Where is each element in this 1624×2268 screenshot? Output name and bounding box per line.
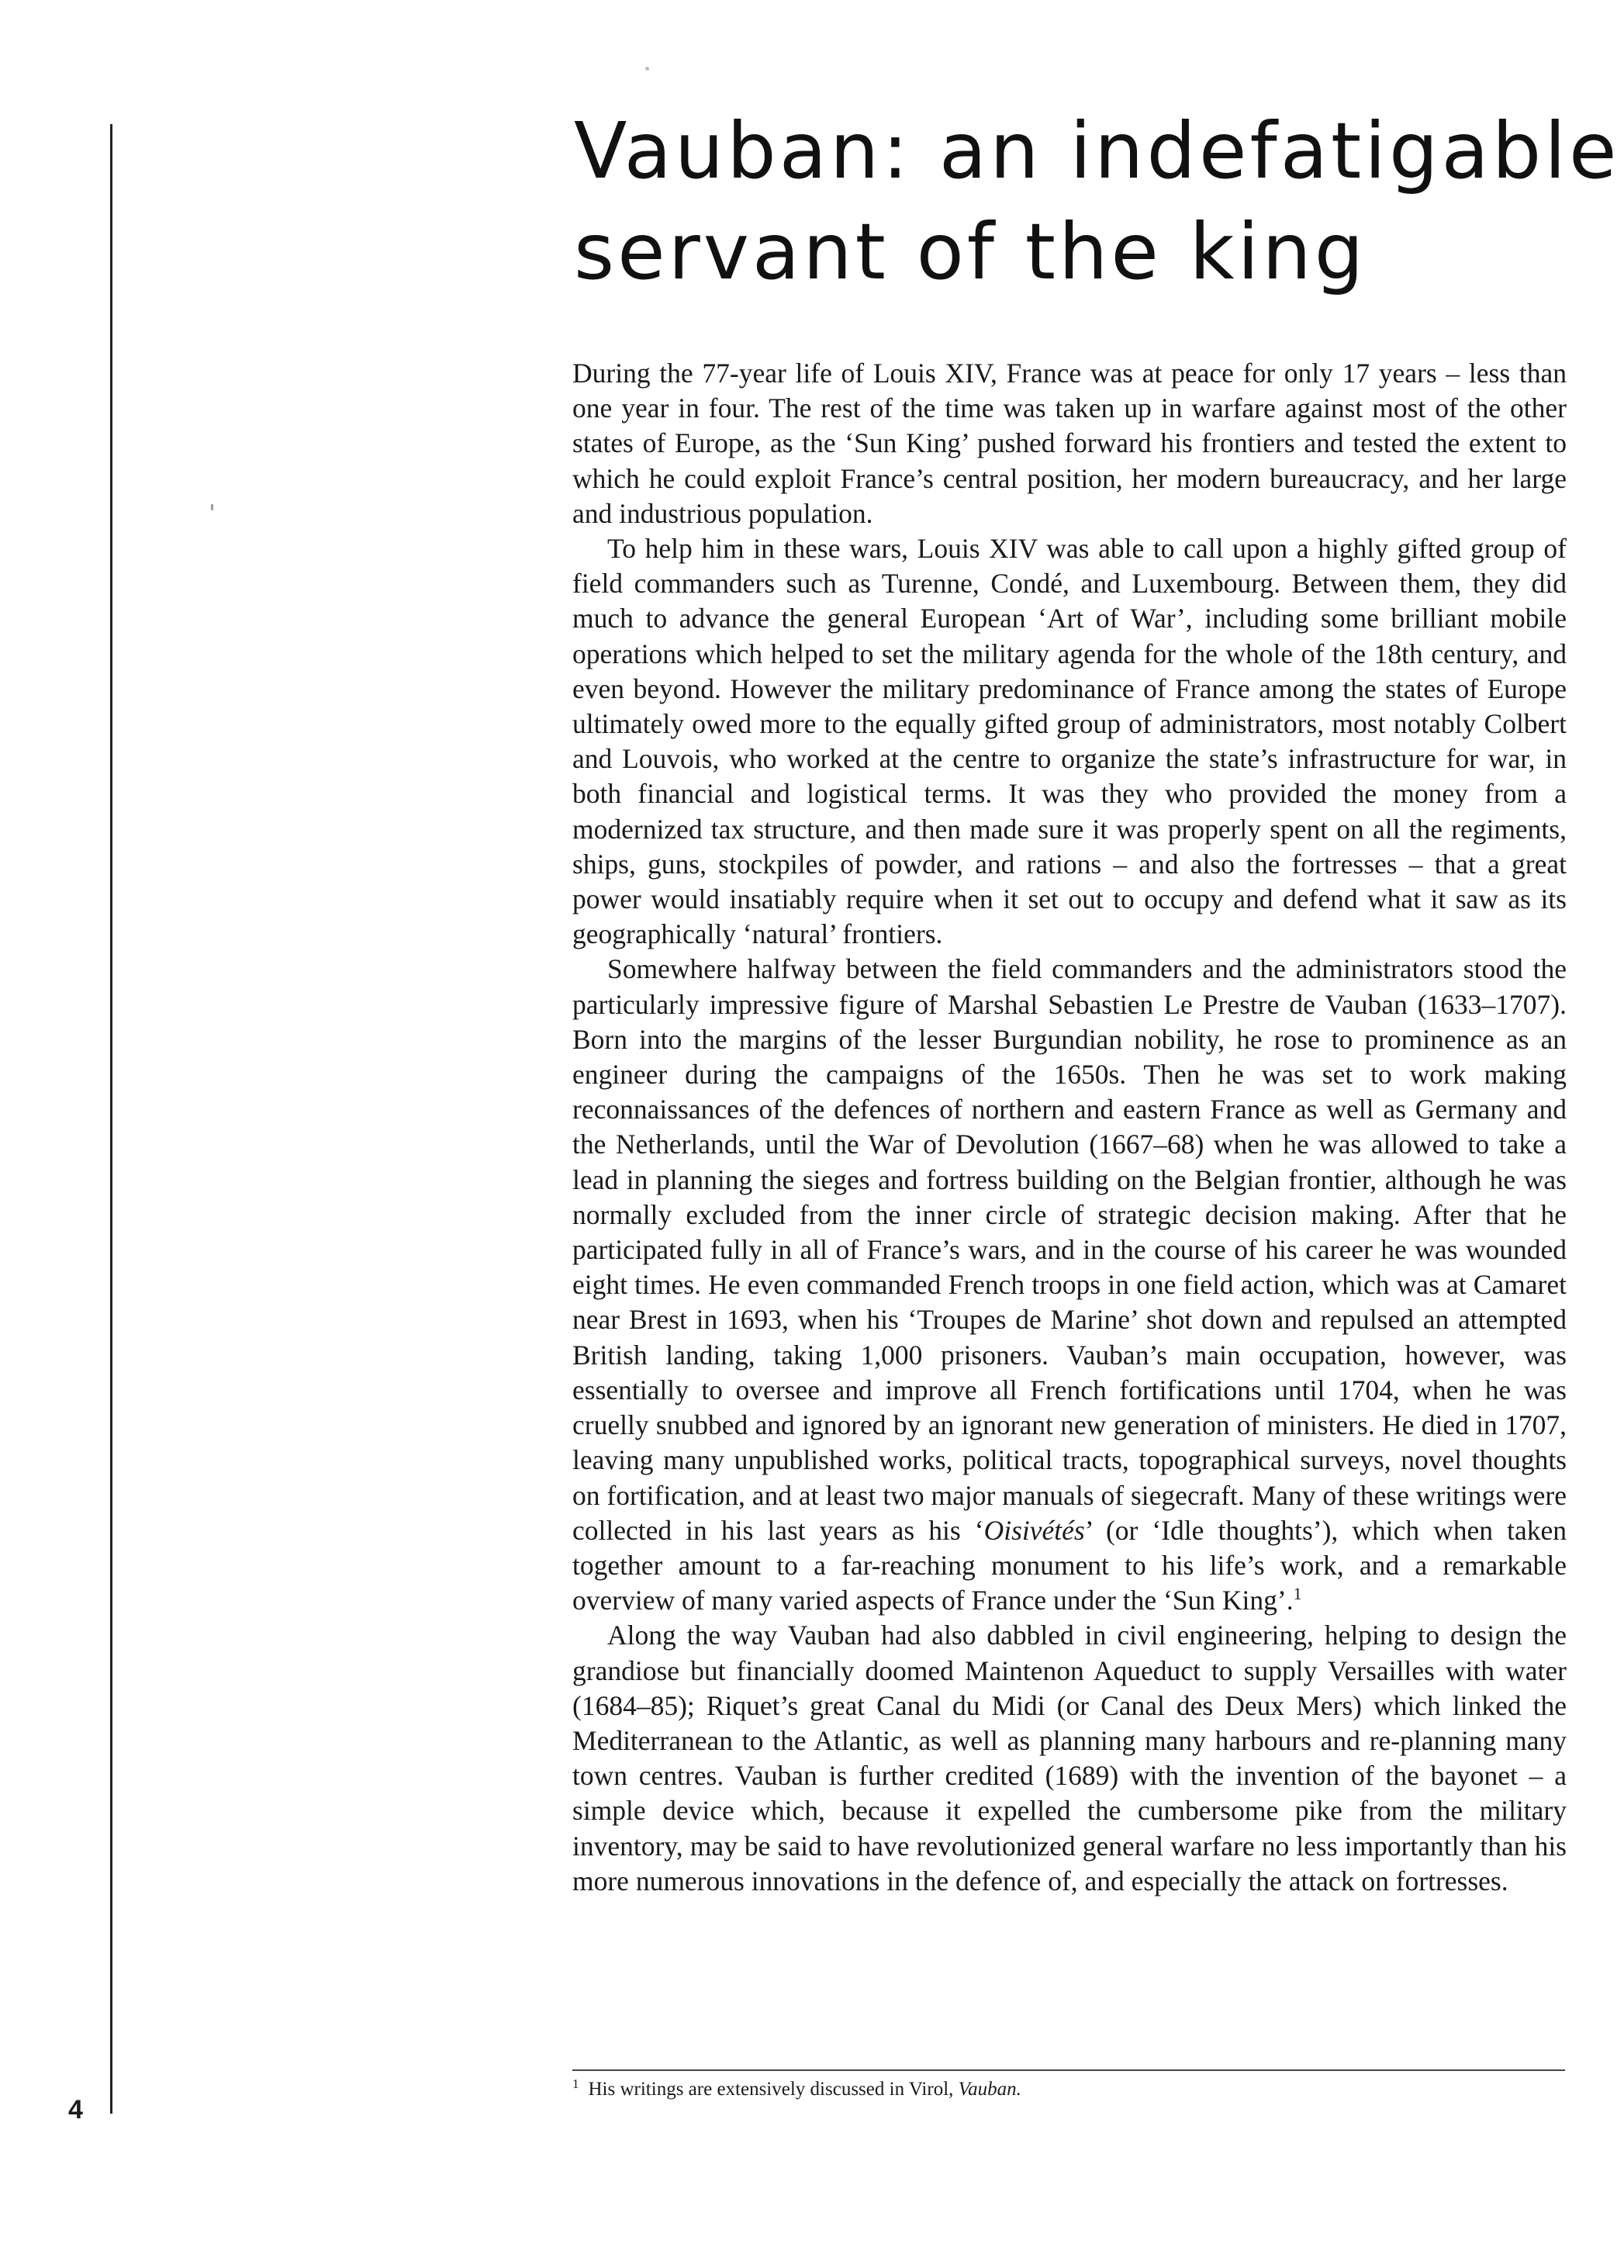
paragraph-3-text-a: Somewhere halfway between the field commanders and the administrators stood the particularly impressive figure of Marshal Sebastien Le Prestre de Vauban (1633–1707). Born into the margins of the lesser Burgundian nobility, he rose to prominence as an engineer during the campaigns of the 1650s. Then he was set to work making reconnaissances of the defences of northern and eastern France as well as Germany and the Netherlands, until the War of Devolution (1667–68) when he was allowed to take a lead in planning the sieges and fortress building on the Belgian frontier, although he was normally excluded from the inner circle of strategic decision making. After that he participated fully in all of France’s wars, and in the course of his career he was wounded eight times. He even commanded French troops in one field action, which was at Camaret near Brest in 1693, when his ‘Troupes de Marine’ shot down and repulsed an attempted British landing, taking 1,000 prisoners. Vauban’s main occupation, however, was essentially to oversee and improve all French fortifications until 1704, when he was cruelly snubbed and ignored by an ignorant new generation of ministers. He died in 1707, leaving many unpublished works, political tracts, topographical surveys, novel thoughts on fortification, and at least two major manuals of siegecraft. Many of these writings were collected in his last years as his ‘ (572, 953, 1567, 1546)
scan-speck (645, 67, 649, 71)
margin-rule (110, 124, 112, 2114)
footnote-rule (572, 2069, 1565, 2071)
footnote-text: His writings are extensively discussed in Virol, (588, 2079, 959, 2100)
footnote-italic: Vauban. (958, 2079, 1021, 2100)
scan-speck (211, 504, 213, 510)
title-line-1: Vauban: an indefatigable (574, 105, 1620, 196)
footnote-number: 1 (572, 2076, 579, 2091)
paragraph-4: Along the way Vauban had also dabbled in civil engineering, helping to design the grandiose but financially doomed Maintenon Aqueduct to supply Versailles with water (1684–85); Riquet’s great Canal du Midi (or Canal des Deux Mers) which linked the Mediterranean to the Atlantic, as well as planning many harbours and re-planning many town centres. Vauban is further credited (1689) with the invention of the bayonet – a simple device which, because it expelled the cumbersome pike from the military inventory, may be said to have revolutionized general warfare no less importantly than his more numerous innovations in the defence of, and especially the attack on fortresses. (572, 1620, 1567, 1896)
page-number: 4 (68, 2095, 83, 2125)
title-line-2: servant of the king (574, 206, 1367, 297)
footnote-reference[interactable]: 1 (1293, 1584, 1302, 1604)
footnote (572, 2077, 1567, 2102)
page-title (574, 101, 1620, 303)
paragraph-3-text-b: ’ (or ‘Idle thoughts’), which when taken together amount to a far-reaching monument to his life’s work, and a remarkable overview of many varied aspects of France under the ‘Sun King’. (572, 1514, 1567, 1616)
body-text (572, 356, 1567, 1899)
paragraph-1: During the 77-year life of Louis XIV, France was at peace for only 17 years – less than one year in four. The rest of the time was taken up in warfare against most of the other states of Europe, as the ‘Sun King’ pushed forward his frontiers and tested the extent to which he could exploit France’s central position, her modern bureaucracy, and her large and industrious population. (572, 358, 1567, 529)
paragraph-3 (572, 952, 1567, 1618)
paragraph-2: To help him in these wars, Louis XIV was able to call upon a highly gifted group of field commanders such as Turenne, Condé, and Luxembourg. Between them, they did much to advance the general European ‘Art of War’, including some brilliant mobile operations which helped to set the military agenda for the whole of the 18th century, and even beyond. However the military predominance of France among the states of Europe ultimately owed more to the equally gifted group of administrators, most notably Colbert and Louvois, who worked at the centre to organize the state’s infrastructure for war, in both financial and logistical terms. It was they who provided the money from a modernized tax structure, and then made sure it was properly spent on all the regiments, ships, guns, stockpiles of powder, and rations – and also the fortresses – that a great power would insatiably require when it set out to occupy and defend what it saw as its geographically ‘natural’ frontiers. (572, 533, 1567, 950)
paragraph-3-italic: Oisivétés (983, 1514, 1085, 1546)
